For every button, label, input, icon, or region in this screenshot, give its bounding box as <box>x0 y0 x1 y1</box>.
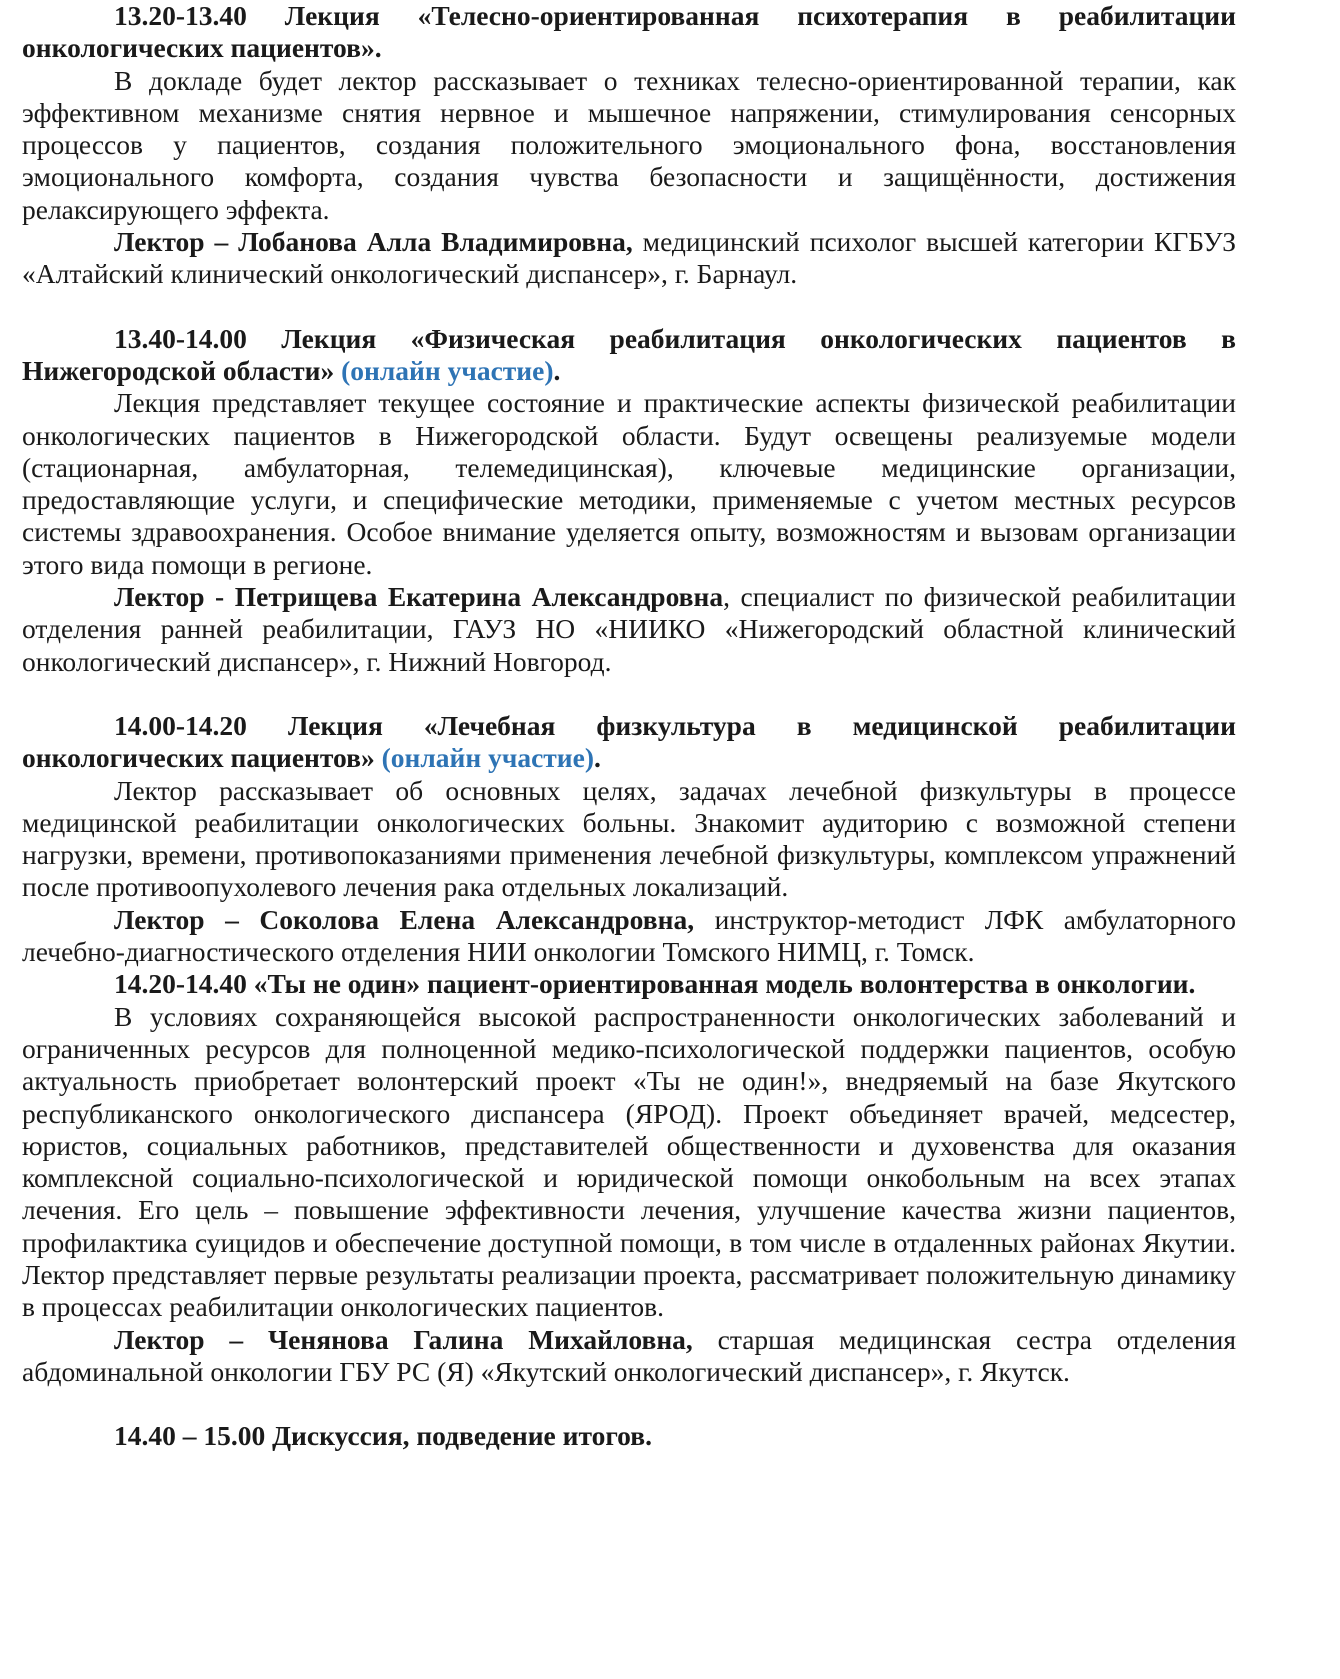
session-block <box>22 968 1236 1388</box>
online-participation-label: (онлайн участие) <box>341 354 554 386</box>
lecturer-name: Лектор - Петрищева Екатерина Александровна <box>114 581 724 613</box>
session-time: 13.20-13.40 <box>114 0 247 31</box>
session-time: 14.00-14.20 <box>114 709 247 741</box>
final-heading <box>22 1420 1236 1452</box>
final-title: Дискуссия, подведение итогов. <box>272 1420 652 1452</box>
session-description: Лектор рассказывает об основных целях, задачах лечебной физкультуры в процессе медицинской реабилитации онкологических больны. Знакомит аудиторию с возможной степени нагрузки, времени, противопоказаниями применения лечебной физкультуры, комплексом упражнений после противоопухолевого лечения рака отдельных локализаций. <box>22 774 1236 903</box>
session-title: «Ты не один» пациент-ориентированная модель волонтерства в онкологии. <box>253 968 1196 1000</box>
session-title: Лекция «Телесно-ориентированная психотерапия в реабилитации онкологических пациентов». <box>22 0 1236 64</box>
lecturer-name: Лектор – Лобанова Алла Владимировна, <box>114 226 633 258</box>
session-title: Лекция «Лечебная физкультура в медицинской реабилитации онкологических пациентов» <box>22 709 1236 774</box>
lecturer-info: инструктор-методист ЛФК амбулаторного лечебно-диагностического отделения НИИ онкологии Томского НИМЦ, г. Томск. <box>22 903 1236 968</box>
lecturer-info: старшая медицинская сестра отделения абдоминальной онкологии ГБУ РС (Я) «Якутский онкологический диспансер», г. Якутск. <box>22 1323 1236 1387</box>
session-time: 13.40-14.00 <box>114 322 247 354</box>
session-lecturer <box>22 581 1236 678</box>
lecturer-info: медицинский психолог высшей категории КГБУЗ «Алтайский клинический онкологический диспансер», г. Барнаул. <box>22 226 1236 290</box>
lecturer-info: , специалист по физической реабилитации отделения ранней реабилитации, ГАУЗ НО «НИИКО «Нижегородский областной клинический онкологический диспансер», г. Нижний Новгород. <box>22 581 1236 677</box>
online-participation-label: (онлайн участие) <box>381 742 595 774</box>
session-description: В условиях сохраняющейся высокой распространенности онкологических заболеваний и ограниченных ресурсов для полноценной медико-психологической поддержки пациентов, особую актуальность приобретает волонтерский проект «Ты не один!», внедряемый на базе Якутского республиканского онкологического диспансера (ЯРОД). Проект объединяет врачей, медсестер, юристов, социальных работников, представителей общественности и духовенства для оказания комплексной социально-психологической и юридической помощи онкобольным на всех этапах лечения. Его цель – повышение эффективности лечения, улучшение качества жизни пациентов, профилактика суицидов и обеспечение доступной помощи, в том числе в отдаленных районах Якутии. Лектор представляет первые результаты реализации проекта, рассматривает положительную динамику в процессах реабилитации онкологических пациентов. <box>22 1000 1236 1323</box>
session-description: Лекция представляет текущее состояние и практические аспекты физической реабилитации онкологических пациентов в Нижегородской области. Будут освещены реализуемые модели (стационарная, амбулаторная, телемедицинская), ключевые медицинские организации, предоставляющие услуги, и специфические методики, применяемые с учетом местных ресурсов системы здравоохранения. Особое внимание уделяется опыту, возможностям и вызовам организации этого вида помощи в регионе. <box>22 387 1236 580</box>
document-page <box>22 0 1236 1452</box>
final-time: 14.40 – 15.00 <box>114 1420 266 1452</box>
session-block <box>22 0 1236 291</box>
session-lecturer <box>22 904 1236 969</box>
session-description: В докладе будет лектор рассказывает о техниках телесно-ориентированной терапии, как эффективном механизме снятия нервное и мышечное напряжении, стимулирования сенсорных процессов у пациентов, создания положительного эмоционального фона, восстановления эмоционального комфорта, создания чувства безопасности и защищённости, достижения релаксирующего эффекта. <box>22 64 1236 225</box>
session-block <box>22 323 1236 678</box>
session-title: Лекция «Физическая реабилитация онкологических пациентов в Нижегородской области» <box>22 322 1236 386</box>
lecturer-name: Лектор – Соколова Елена Александровна, <box>114 903 695 935</box>
session-lecturer <box>22 226 1236 291</box>
session-time: 14.20-14.40 <box>114 968 247 1000</box>
final-block <box>22 1420 1236 1452</box>
session-heading <box>22 0 1236 65</box>
session-lecturer <box>22 1324 1236 1389</box>
session-heading: 13.40-14.00 Лекция «Физическая реабилитация онкологических пациентов в Нижегородской области» (онлайн участие). <box>22 322 1236 386</box>
lecturer-name: Лектор – Ченянова Галина Михайловна, <box>114 1323 693 1355</box>
session-heading <box>22 968 1236 1000</box>
session-heading: 14.00-14.20 Лекция «Лечебная физкультура в медицинской реабилитации онкологических пациентов» (онлайн участие). <box>22 709 1236 774</box>
session-block <box>22 710 1236 968</box>
